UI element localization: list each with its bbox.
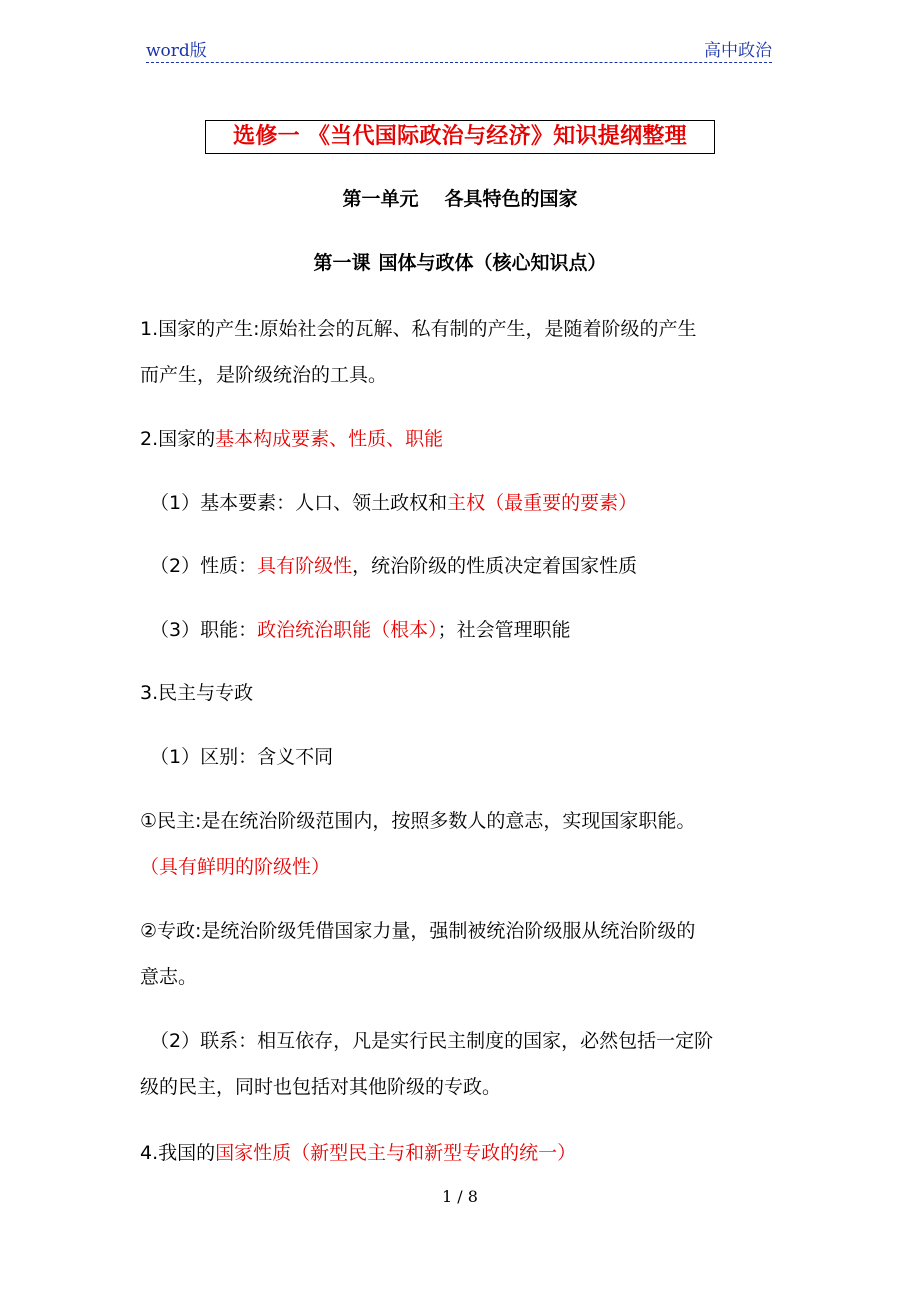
paragraph-3-heading: 3.民主与专政: [140, 682, 254, 704]
item-3-suffix: ；社会管理职能: [437, 619, 571, 641]
paragraph-2-item-1: [150, 490, 637, 516]
document-title: 选修一 《当代国际政治与经济》知识提纲整理: [233, 124, 687, 149]
item-1-prefix: （1）基本要素：人口、领土政权和: [150, 492, 448, 514]
paragraph-2-item-3: [150, 617, 571, 643]
unit-heading: [0, 186, 920, 212]
item-2-suffix: ，统治阶级的性质决定着国家性质: [352, 555, 638, 577]
item-3-prefix: （3）职能：: [150, 619, 258, 641]
paragraph-4-highlight: 国家性质（新型民主与和新型专政的统一）: [215, 1142, 577, 1164]
item-2-prefix: （2）性质：: [150, 555, 258, 577]
paragraph-3-dictatorship-line-2: 意志。: [140, 966, 198, 988]
paragraph-4-heading: [140, 1140, 576, 1166]
item-3-highlight: 政治统治职能（根本）: [257, 619, 438, 641]
header-right-text: 高中政治: [704, 41, 772, 61]
lesson-heading-name: 国体与政体（核心知识点）: [378, 252, 607, 274]
lesson-heading-number: 第一课: [313, 252, 371, 274]
paragraph-3-dictatorship-line-1: ②专政:是统治阶级凭借国家力量，强制被统治阶级服从统治阶级的: [140, 920, 696, 942]
paragraph-3-item-1: （1）区别：含义不同: [150, 746, 334, 768]
paragraph-4-prefix: 4.我国的: [140, 1142, 216, 1164]
paragraph-1-line-1: 1.国家的产生:原始社会的瓦解、私有制的产生，是随着阶级的产生: [140, 318, 697, 340]
paragraph-2-item-2: [150, 553, 637, 579]
page-number: 1 / 8: [442, 1187, 478, 1206]
paragraph-1-line-2: 而产生，是阶级统治的工具。: [140, 364, 388, 386]
paragraph-2-prefix: 2.国家的: [140, 428, 216, 450]
paragraph-2-heading: [140, 426, 443, 452]
unit-heading-number: 第一单元: [342, 188, 419, 210]
lesson-heading: [0, 250, 920, 276]
unit-heading-name: 各具特色的国家: [444, 188, 578, 210]
paragraph-3-democracy-note: （具有鲜明的阶级性）: [140, 856, 331, 878]
page-header: [146, 40, 772, 63]
paragraph-3-item-2-line-2: 级的民主，同时也包括对其他阶级的专政。: [140, 1076, 502, 1098]
paragraph-3-democracy: ①民主:是在统治阶级范围内，按照多数人的意志，实现国家职能。: [140, 810, 696, 832]
item-2-highlight: 具有阶级性: [257, 555, 353, 577]
header-left-text: word版: [146, 41, 207, 61]
paragraph-2-highlight: 基本构成要素、性质、职能: [215, 428, 444, 450]
paragraph-3-item-2-line-1: （2）联系：相互依存，凡是实行民主制度的国家，必然包括一定阶: [150, 1030, 714, 1052]
document-title-box: [205, 120, 715, 154]
item-1-highlight: 主权（最重要的要素）: [447, 492, 638, 514]
